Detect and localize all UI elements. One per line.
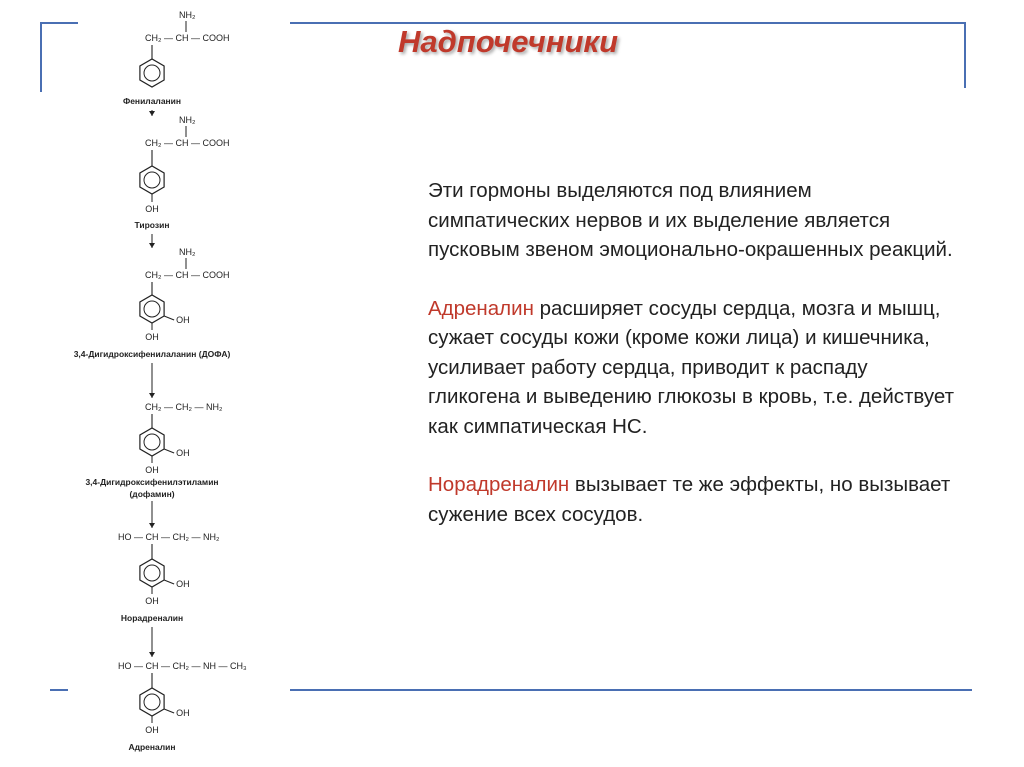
compound-name: Тирозин [134, 220, 170, 230]
side-chain-formula: CH₂ — CH — COOH [145, 270, 230, 280]
hydroxyl-label: OH [145, 332, 159, 342]
hydroxyl-label: OH [145, 204, 159, 214]
frame-right-vertical-line [964, 22, 966, 88]
amino-group-label: NH₂ [179, 115, 196, 125]
aromatic-circle [144, 694, 160, 710]
pathway-arrow-head [149, 393, 155, 398]
slide-title: Надпочечники [398, 24, 619, 59]
noradrenaline-description: вызывает те же эффекты, но вызывает сужение всех сосудов. [428, 473, 951, 526]
paragraph-adrenaline [428, 294, 958, 442]
side-chain-formula: CH₂ — CH₂ — NH₂ [145, 402, 223, 412]
aromatic-circle [144, 301, 160, 317]
hydroxyl-label: OH [176, 448, 190, 458]
catecholamine-biosynthesis-diagram [0, 0, 300, 767]
hydroxyl-bond [164, 316, 174, 320]
side-chain-formula: CH₂ — CH — COOH [145, 33, 230, 43]
pathway-arrow-head [149, 652, 155, 657]
hydroxyl-bond [164, 449, 174, 453]
paragraph-hormone-release: Эти гормоны выделяются под влиянием симпатических нервов и их выделение является пусковым звеном эмоционально-окрашенных реакций. [428, 179, 953, 261]
hydroxyl-bond [164, 580, 174, 584]
hydroxyl-label: OH [176, 708, 190, 718]
compound-name: Норадреналин [120, 613, 184, 623]
compound-name: Фенилаланин [122, 96, 182, 106]
compound-name: 3,4-Дигидроксифенилаланин (ДОФА) [73, 349, 231, 359]
compound-name: 3,4-Дигидроксифенилэтиламин [85, 477, 219, 487]
frame-bottom-right-line [290, 689, 972, 691]
frame-top-right-line [290, 22, 966, 24]
aromatic-circle [144, 565, 160, 581]
hydroxyl-label: OH [145, 725, 159, 735]
hydroxyl-label: OH [145, 596, 159, 606]
side-chain-formula: CH₂ — CH — COOH [145, 138, 230, 148]
compound-name: Адреналин [128, 742, 176, 752]
side-chain-formula: HO — CH — CH₂ — NH₂ [118, 532, 220, 542]
hydroxyl-bond [164, 709, 174, 713]
adrenaline-highlight: Адреналин [428, 296, 534, 320]
body-text [428, 176, 958, 558]
hydroxyl-label: OH [176, 579, 190, 589]
adrenaline-description: расширяет сосуды сердца, мозга и мышц, сужает сосуды кожи (кроме кожи лица) и кишечника, усиливает работу сердца, приводит к распаду гликогена и выведению глюкозы в кровь, т.е. действует как симпатическая НС. [428, 296, 954, 438]
noradrenaline-highlight: Норадреналин [428, 473, 570, 496]
amino-group-label: NH₂ [179, 247, 196, 257]
pathway-arrow-head [149, 111, 155, 116]
side-chain-formula: HO — CH — CH₂ — NH — CH₃ [118, 661, 247, 671]
pathway-arrow-head [149, 243, 155, 248]
aromatic-circle [144, 65, 160, 81]
hydroxyl-label: OH [145, 465, 159, 475]
aromatic-circle [144, 172, 160, 188]
hydroxyl-label: OH [176, 315, 190, 325]
amino-group-label: NH₂ [179, 10, 196, 20]
compound-name: (дофамин) [129, 489, 175, 499]
paragraph-noradrenaline [428, 470, 958, 529]
aromatic-circle [144, 434, 160, 450]
pathway-arrow-head [149, 523, 155, 528]
